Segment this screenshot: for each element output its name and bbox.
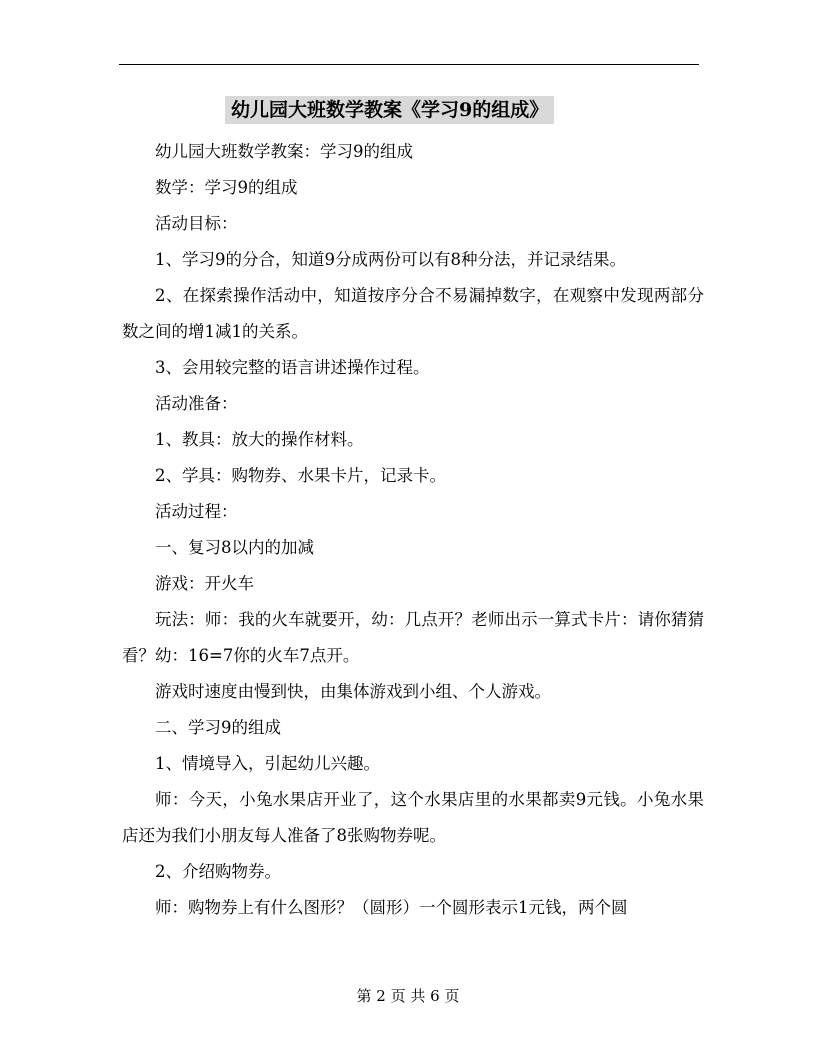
step-scene-intro: 1、情境导入，引起幼儿兴趣。	[155, 754, 380, 773]
teacher-speech-2: 师：购物券上有什么图形？（圆形）一个圆形表示1元钱，两个圆	[155, 898, 628, 917]
preparation-2: 2、学具：购物券、水果卡片，记录卡。	[155, 466, 446, 485]
preparation-1: 1、教具：放大的操作材料。	[155, 430, 364, 449]
process-section-1: 一、复习8以内的加减	[155, 538, 314, 557]
game-rules: 玩法：师：我的火车就要开，幼：几点开？老师出示一算式卡片：请你猜猜看？幼：16=7你的火车7点开。	[122, 610, 704, 665]
process-section-2: 二、学习9的组成	[155, 718, 281, 737]
objective-2: 2、在探索操作活动中，知道按序分合不易漏掉数字，在观察中发现两部分数之间的增1减1的关系。	[122, 286, 704, 341]
header-rule	[119, 64, 699, 65]
paragraph-subject: 数学：学习9的组成	[155, 178, 298, 197]
game-name: 游戏：开火车	[155, 574, 254, 593]
document-title: 幼儿园大班数学教案《学习9的组成》	[225, 96, 554, 124]
teacher-speech-1: 师：今天，小兔水果店开业了，这个水果店里的水果都卖9元钱。小兔水果店还为我们小朋友每人准备了8张购物券呢。	[122, 790, 704, 845]
step-coupons: 2、介绍购物券。	[155, 862, 281, 881]
heading-process: 活动过程：	[155, 502, 238, 521]
objective-1: 1、学习9的分合，知道9分成两份可以有8种分法，并记录结果。	[155, 250, 626, 269]
heading-objectives: 活动目标：	[155, 214, 238, 233]
paragraph-intro: 幼儿园大班数学教案：学习9的组成	[155, 142, 413, 161]
heading-preparation: 活动准备：	[155, 394, 238, 413]
page-footer: 第 2 页 共 6 页	[356, 987, 460, 1005]
objective-3: 3、会用较完整的语言讲述操作过程。	[155, 358, 430, 377]
document-body	[122, 134, 704, 926]
game-speed: 游戏时速度由慢到快，由集体游戏到小组、个人游戏。	[155, 682, 551, 701]
